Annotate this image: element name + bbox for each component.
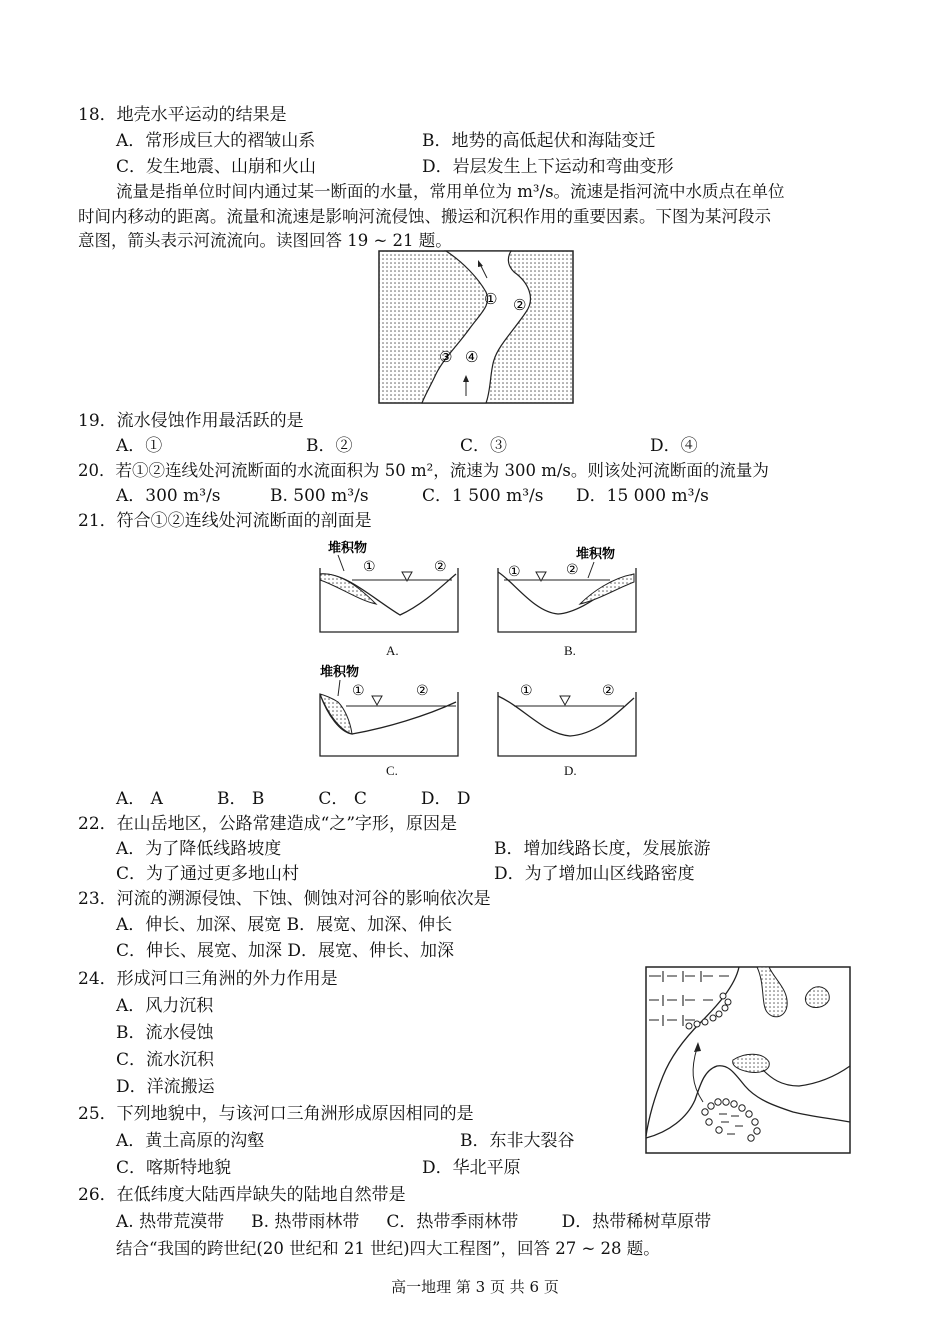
q25-option-c[interactable]: C．喀斯特地貌 — [116, 1158, 232, 1178]
map-point-1: ① — [484, 290, 498, 308]
profile-a — [316, 538, 466, 634]
profile-b-point-1: ① — [508, 564, 521, 580]
profile-c-caption: C. — [386, 763, 398, 778]
q19-option-b[interactable]: B．② — [306, 436, 353, 456]
q19-option-a[interactable]: A．① — [116, 436, 163, 456]
q23-stem: 23．河流的溯源侵蚀、下蚀、侧蚀对河谷的影响依次是 — [78, 889, 491, 909]
profile-d — [494, 662, 644, 758]
profile-d-point-2: ② — [602, 683, 615, 699]
q20-stem: 20．若①②连线处河流断面的水流面积为 50 m²，流速为 300 m/s。则该处河流断面的流量为 — [78, 461, 769, 480]
map-point-4: ④ — [465, 348, 479, 366]
q22-stem: 22．在山岳地区，公路常建造成“之”字形，原因是 — [78, 814, 458, 834]
profile-a-caption: A. — [386, 643, 399, 658]
map-point-2: ② — [513, 296, 527, 314]
closing-instruction: 结合“我国的跨世纪(20 世纪和 21 世纪)四大工程图”，回答 27 ~ 28 题。 — [116, 1239, 660, 1258]
intro-line-3: 意图，箭头表示河流流向。读图回答 19 ~ 21 题。 — [78, 231, 452, 250]
river-section-map — [378, 250, 574, 404]
q26-options[interactable]: A. 热带荒漠带 B. 热带雨林带 C．热带季雨林带 D．热带稀树草原带 — [116, 1212, 712, 1232]
profile-c-point-2: ② — [416, 683, 429, 699]
deposit-label: 堆积物 — [320, 665, 360, 680]
page-footer: 高一地理 第 3 页 共 6 页 — [391, 1278, 559, 1296]
q24-stem: 24．形成河口三角洲的外力作用是 — [78, 969, 338, 989]
profile-c — [316, 662, 466, 758]
q23-options-cd[interactable]: C．伸长、展宽、加深 D．展宽、伸长、加深 — [116, 941, 455, 961]
q18-option-a[interactable]: A．常形成巨大的褶皱山系 — [116, 131, 316, 151]
q19-option-d[interactable]: D．④ — [650, 436, 698, 456]
deposit-label: 堆积物 — [576, 547, 616, 562]
intro-line-2: 时间内移动的距离。流量和流速是影响河流侵蚀、搬运和沉积作用的重要因素。下图为某河段示 — [78, 207, 771, 226]
q24-option-d[interactable]: D．洋流搬运 — [116, 1077, 215, 1097]
q25-option-d[interactable]: D．华北平原 — [422, 1158, 521, 1178]
q24-option-a[interactable]: A．风力沉积 — [116, 996, 214, 1016]
q22-option-c[interactable]: C．为了通过更多地山村 — [116, 864, 300, 884]
q18-option-d[interactable]: D．岩层发生上下运动和弯曲变形 — [422, 157, 674, 177]
q22-option-d[interactable]: D．为了增加山区线路密度 — [494, 864, 695, 884]
q20-option-c[interactable]: C．1 500 m³/s — [422, 486, 544, 506]
profile-a-point-1: ① — [363, 559, 376, 575]
profile-d-point-1: ① — [520, 683, 533, 699]
q25-stem: 25．下列地貌中，与该河口三角洲形成原因相同的是 — [78, 1104, 474, 1124]
q24-option-c[interactable]: C．流水沉积 — [116, 1050, 215, 1070]
q25-option-b[interactable]: B．东非大裂谷 — [460, 1131, 575, 1151]
profile-c-point-1: ① — [352, 683, 365, 699]
q26-stem: 26．在低纬度大陆西岸缺失的陆地自然带是 — [78, 1185, 406, 1205]
q18-option-c[interactable]: C．发生地震、山崩和火山 — [116, 157, 317, 177]
q19-stem: 19．流水侵蚀作用最活跃的是 — [78, 411, 304, 431]
q24-option-b[interactable]: B．流水侵蚀 — [116, 1023, 214, 1043]
q22-option-b[interactable]: B．增加线路长度，发展旅游 — [494, 839, 711, 859]
profile-b-point-2: ② — [566, 562, 579, 578]
q23-options-ab[interactable]: A．伸长、加深、展宽 B．展宽、加深、伸长 — [116, 915, 453, 935]
q19-option-c[interactable]: C．③ — [460, 436, 508, 456]
profile-b-caption: B. — [564, 643, 576, 658]
deposit-label: 堆积物 — [328, 541, 368, 556]
q22-option-a[interactable]: A．为了降低线路坡度 — [116, 839, 282, 859]
q21-options[interactable]: A． A B． B C． C D． D — [116, 789, 471, 809]
profile-a-point-2: ② — [434, 559, 447, 575]
q21-stem: 21．符合①②连线处河流断面的剖面是 — [78, 511, 372, 531]
q20-option-a[interactable]: A．300 m³/s — [116, 486, 221, 506]
profile-d-caption: D. — [564, 763, 577, 778]
river-delta-map — [645, 966, 851, 1154]
profile-b — [494, 538, 644, 634]
q20-option-b[interactable]: B. 500 m³/s — [270, 486, 369, 506]
q25-option-a[interactable]: A．黄土高原的沟壑 — [116, 1131, 265, 1151]
q18-stem: 18．地壳水平运动的结果是 — [78, 105, 287, 125]
q18-option-b[interactable]: B．地势的高低起伏和海陆变迁 — [422, 131, 656, 151]
intro-line-1: 流量是指单位时间内通过某一断面的水量，常用单位为 m³/s。流速是指河流中水质点在单位 — [116, 182, 785, 201]
map-point-3: ③ — [439, 348, 453, 366]
q20-option-d[interactable]: D．15 000 m³/s — [576, 486, 709, 506]
